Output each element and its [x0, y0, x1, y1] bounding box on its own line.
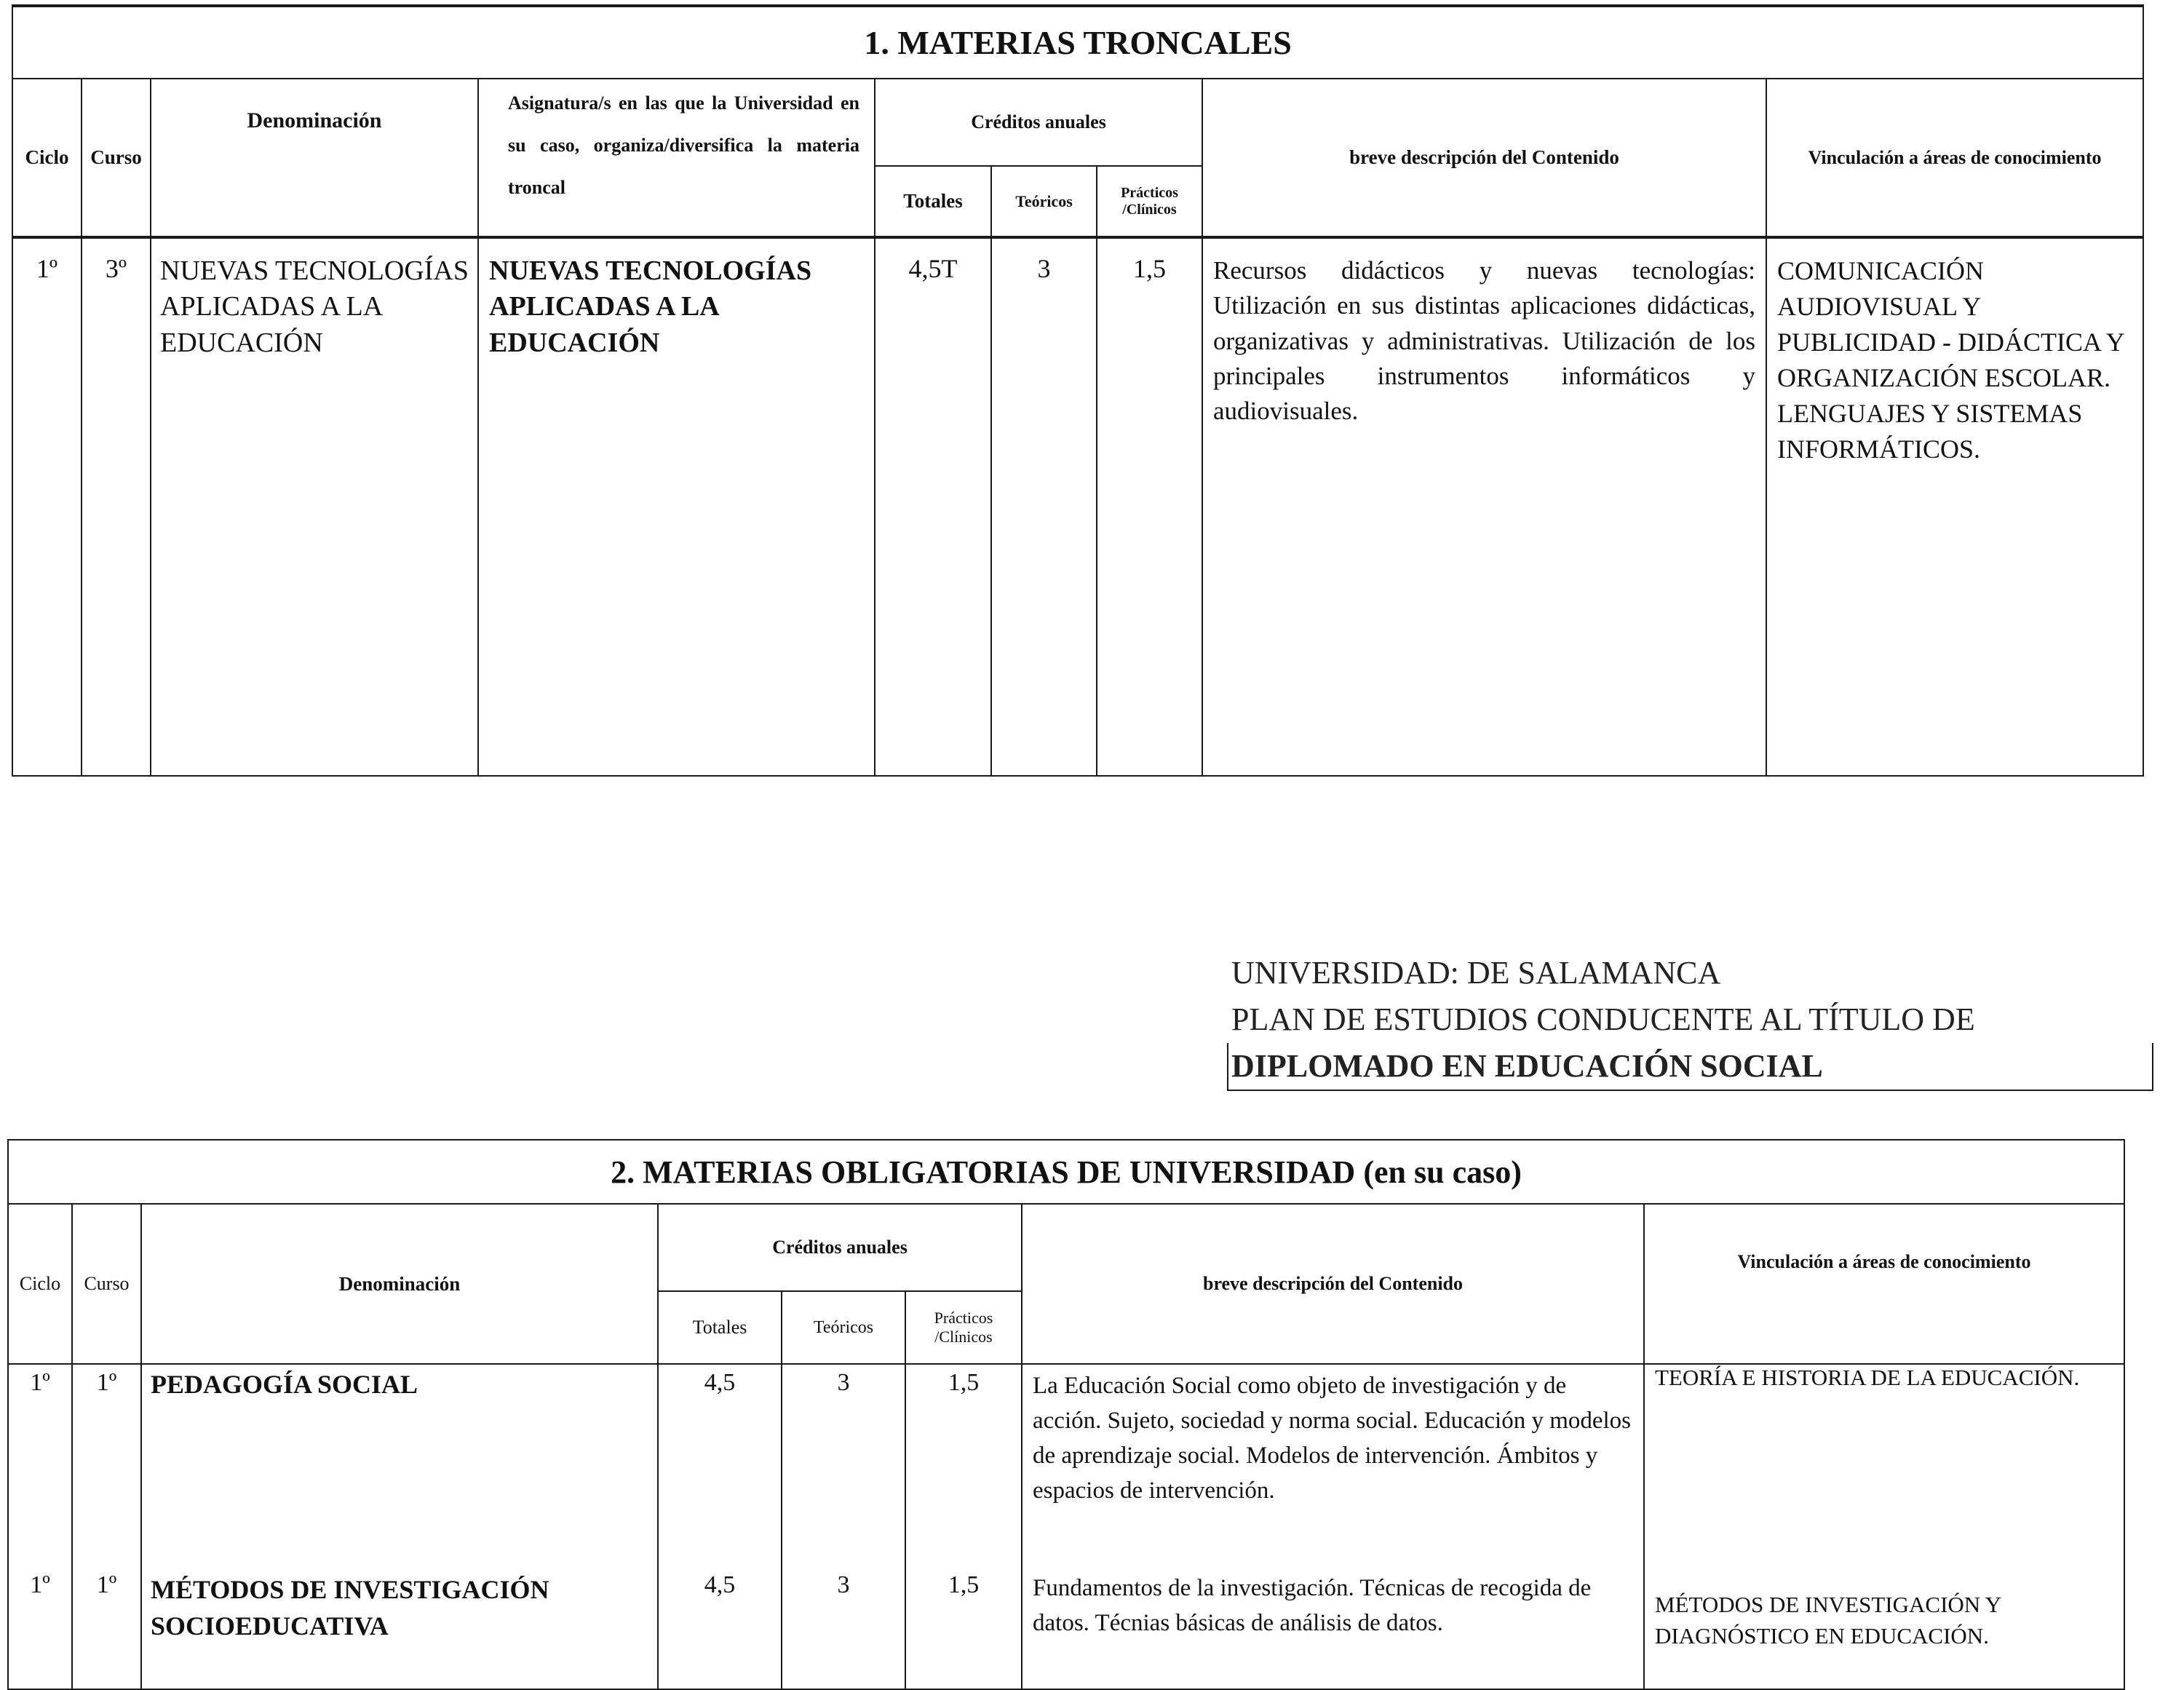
- header-curso-label: Curso: [90, 146, 142, 168]
- row2a-denominacion: [141, 1364, 658, 1571]
- row-denominacion-value: NUEVAS TECNOLOGÍAS APLICADAS A LA EDUCACIÓN: [160, 255, 469, 358]
- header-practicos: [1097, 166, 1202, 237]
- row-totales: [875, 237, 991, 776]
- header2-practicos: [905, 1291, 1022, 1364]
- header-totales: [875, 166, 991, 237]
- obligatorias-table: [7, 1139, 2125, 1690]
- obligatorias-row: [8, 1364, 2124, 1571]
- section-1-title: [12, 6, 2143, 79]
- row-curso-value: 3º: [105, 254, 127, 283]
- row-vinculacion: [1766, 237, 2143, 776]
- row2a-ciclo-value: 1º: [30, 1369, 50, 1396]
- header2-practicos-label: Prácticos /Clínicos: [934, 1309, 993, 1346]
- row2a-practicos-value: 1,5: [948, 1369, 980, 1396]
- header2-ciclo: [8, 1204, 72, 1364]
- row-asignaturas-value: NUEVAS TECNOLOGÍAS APLICADAS A LA EDUCACIÓN: [489, 255, 812, 358]
- row-practicos-value: 1,5: [1133, 254, 1166, 283]
- row2b-totales: [658, 1571, 782, 1689]
- row-curso: [82, 237, 151, 776]
- row2a-teoricos: [782, 1364, 905, 1571]
- header-ciclo: [12, 79, 82, 237]
- row2b-teoricos: [782, 1571, 905, 1689]
- row2a-vinculacion: [1644, 1364, 2124, 1571]
- row2a-descripcion: [1022, 1364, 1644, 1571]
- row2b-curso: [72, 1571, 141, 1689]
- row2b-curso-value: 1º: [96, 1571, 117, 1598]
- row2b-practicos-value: 1,5: [948, 1571, 980, 1598]
- row2b-descripcion-value: Fundamentos de la investigación. Técnicas de recogida de datos. Técnias básicas de análisis de datos.: [1033, 1575, 1592, 1636]
- header-denominacion-label: Denominación: [247, 108, 382, 132]
- row-teoricos: [991, 237, 1097, 776]
- header-teoricos-label: Teóricos: [1015, 191, 1073, 210]
- row-ciclo-value: 1º: [36, 254, 58, 283]
- row2a-teoricos-value: 3: [837, 1369, 850, 1396]
- row-teoricos-value: 3: [1037, 254, 1051, 283]
- row2a-totales-value: 4,5: [704, 1369, 736, 1396]
- header2-vinculacion-label: Vinculación a áreas de conocimiento: [1737, 1251, 2031, 1272]
- header-denominacion: [151, 79, 478, 237]
- row2a-ciclo: [8, 1364, 72, 1571]
- header-creditos-label: Créditos anuales: [971, 111, 1106, 132]
- row2a-curso: [72, 1364, 141, 1571]
- university-header: [1231, 950, 2156, 1091]
- header2-creditos: [658, 1204, 1022, 1291]
- header-descripcion: [1202, 79, 1766, 237]
- header-creditos: [875, 79, 1202, 166]
- header2-totales-label: Totales: [692, 1317, 747, 1338]
- header2-teoricos: [782, 1291, 905, 1364]
- header-curso: [82, 79, 151, 237]
- row-denominacion: [151, 237, 478, 776]
- row-ciclo: [12, 237, 82, 776]
- header-asignaturas: [478, 79, 875, 237]
- header2-vinculacion: [1644, 1204, 2124, 1364]
- obligatorias-row: [8, 1571, 2124, 1689]
- plan-title: PLAN DE ESTUDIOS CONDUCENTE AL TÍTULO DE: [1231, 1001, 1975, 1037]
- header2-curso: [72, 1204, 141, 1364]
- header-vinculacion: [1766, 79, 2143, 237]
- row2a-vinculacion-value: TEORÍA E HISTORIA DE LA EDUCACIÓN.: [1655, 1365, 2080, 1390]
- row2b-denominacion-value: MÉTODOS DE INVESTIGACIÓN SOCIOEDUCATIVA: [151, 1575, 549, 1641]
- university-name: UNIVERSIDAD: DE SALAMANCA: [1231, 955, 1721, 991]
- row-asignaturas: [478, 237, 875, 776]
- row2b-descripcion: [1022, 1571, 1644, 1689]
- header2-ciclo-label: Ciclo: [19, 1273, 61, 1294]
- header-teoricos: [991, 166, 1097, 237]
- row2a-descripcion-value: La Educación Social como objeto de investigación y de acción. Sujeto, sociedad y norma social. Educación y modelos de aprendizaje social. Modelos de intervención. Ámbitos y espacios de intervención.: [1033, 1373, 1632, 1504]
- row-descripcion: [1202, 237, 1766, 776]
- header2-descripcion-label: breve descripción del Contenido: [1202, 1273, 1464, 1294]
- row-practicos: [1097, 237, 1202, 776]
- header2-totales: [658, 1291, 782, 1364]
- row2a-totales: [658, 1364, 782, 1571]
- degree-title-text: DIPLOMADO EN EDUCACIÓN SOCIAL: [1231, 1048, 1823, 1084]
- row2b-practicos: [905, 1571, 1022, 1689]
- header-descripcion-label: breve descripción del Contenido: [1349, 146, 1619, 168]
- degree-title: [1227, 1043, 2153, 1091]
- header-vinculacion-label: Vinculación a áreas de conocimiento: [1808, 146, 2102, 168]
- row2a-curso-value: 1º: [96, 1369, 117, 1396]
- section-2-title: [8, 1140, 2124, 1204]
- row2b-vinculacion-value: MÉTODOS DE INVESTIGACIÓN Y DIAGNÓSTICO EN EDUCACIÓN.: [1655, 1592, 2001, 1649]
- row2b-totales-value: 4,5: [704, 1571, 736, 1598]
- row2b-vinculacion: [1644, 1571, 2124, 1689]
- row2b-denominacion: [141, 1571, 658, 1689]
- header-asignaturas-label: Asignatura/s en las que la Universidad en su caso, organiza/diversifica la materia troncal: [508, 92, 859, 198]
- troncales-table: [12, 4, 2144, 777]
- row-descripcion-value: Recursos didácticos y nuevas tecnologías: Utilización en sus distintas aplicaciones didácticas, organizativas y administrativas. Utilización de los principales instrumentos informáticos y audiovisuales.: [1213, 256, 1755, 426]
- header2-curso-label: Curso: [84, 1273, 130, 1294]
- header2-creditos-label: Créditos anuales: [772, 1237, 908, 1258]
- header2-teoricos-label: Teóricos: [813, 1317, 874, 1337]
- row2b-ciclo: [8, 1571, 72, 1689]
- header2-denominacion: [141, 1204, 658, 1364]
- header2-descripcion: [1022, 1204, 1644, 1364]
- row-totales-value: 4,5T: [908, 254, 958, 283]
- row-vinculacion-value: COMUNICACIÓN AUDIOVISUAL Y PUBLICIDAD - DIDÁCTICA Y ORGANIZACIÓN ESCOLAR. LENGUAJES Y SISTEMAS INFORMÁTICOS.: [1777, 256, 2124, 464]
- header-practicos-label: Prácticos /Clínicos: [1121, 184, 1178, 218]
- row2b-teoricos-value: 3: [837, 1571, 850, 1598]
- row2b-ciclo-value: 1º: [30, 1571, 50, 1598]
- section-1-title-text: 1. MATERIAS TRONCALES: [864, 24, 1292, 61]
- header2-denominacion-label: Denominación: [338, 1272, 461, 1295]
- section-2-title-text: 2. MATERIAS OBLIGATORIAS DE UNIVERSIDAD (en su caso): [611, 1154, 1522, 1190]
- row2a-practicos: [905, 1364, 1022, 1571]
- header-ciclo-label: Ciclo: [25, 146, 69, 168]
- header-totales-label: Totales: [903, 190, 963, 212]
- troncales-row: [12, 237, 2143, 776]
- row2a-denominacion-value: PEDAGOGÍA SOCIAL: [151, 1370, 418, 1399]
